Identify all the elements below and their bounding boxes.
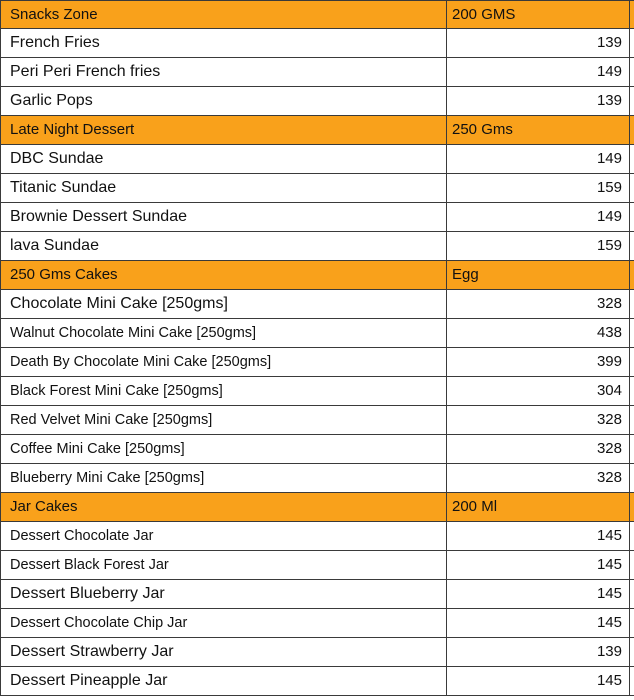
section-quantity: 250 Gms bbox=[452, 121, 513, 138]
item-price: 438 bbox=[596, 324, 622, 341]
table-row bbox=[0, 29, 634, 58]
section-quantity: 200 GMS bbox=[452, 6, 516, 23]
item-name: Chocolate Mini Cake [250gms] bbox=[0, 290, 447, 318]
section-title: 250 Gms Cakes bbox=[0, 261, 447, 289]
table-row bbox=[0, 203, 634, 232]
table-row bbox=[0, 464, 634, 493]
section-title: Late Night Dessert bbox=[0, 116, 447, 144]
item-price: 328 bbox=[596, 469, 622, 486]
item-name: French Fries bbox=[0, 29, 447, 57]
table-row bbox=[0, 406, 634, 435]
item-price: 399 bbox=[596, 353, 622, 370]
item-name: Black Forest Mini Cake [250gms] bbox=[0, 377, 447, 405]
table-row bbox=[0, 522, 634, 551]
table-row bbox=[0, 667, 634, 696]
item-price: 328 bbox=[596, 440, 622, 457]
section-header-250-gms-cakes bbox=[0, 261, 634, 290]
section-header-snacks-zone bbox=[0, 0, 634, 29]
item-price: 145 bbox=[596, 527, 622, 544]
item-price: 139 bbox=[596, 92, 622, 109]
section-header-jar-cakes bbox=[0, 493, 634, 522]
table-row bbox=[0, 435, 634, 464]
table-row bbox=[0, 174, 634, 203]
table-row bbox=[0, 551, 634, 580]
item-price: 149 bbox=[596, 208, 622, 225]
item-name: DBC Sundae bbox=[0, 145, 447, 173]
item-price: 145 bbox=[596, 556, 622, 573]
item-name: Brownie Dessert Sundae bbox=[0, 203, 447, 231]
item-price: 328 bbox=[596, 411, 622, 428]
item-name: Peri Peri French fries bbox=[0, 58, 447, 86]
item-price: 159 bbox=[596, 237, 622, 254]
table-row bbox=[0, 609, 634, 638]
item-name: Dessert Chocolate Chip Jar bbox=[0, 609, 447, 637]
table-row bbox=[0, 638, 634, 667]
table-row bbox=[0, 377, 634, 406]
table-row bbox=[0, 145, 634, 174]
table-row bbox=[0, 232, 634, 261]
item-price: 139 bbox=[596, 643, 622, 660]
table-row bbox=[0, 290, 634, 319]
item-name: Dessert Chocolate Jar bbox=[0, 522, 447, 550]
item-price: 159 bbox=[596, 179, 622, 196]
item-price: 145 bbox=[596, 672, 622, 689]
section-quantity: Egg bbox=[452, 266, 479, 283]
item-name: Red Velvet Mini Cake [250gms] bbox=[0, 406, 447, 434]
section-header-late-night-dessert bbox=[0, 116, 634, 145]
item-name: Dessert Blueberry Jar bbox=[0, 580, 447, 608]
item-price: 149 bbox=[596, 150, 622, 167]
item-name: Titanic Sundae bbox=[0, 174, 447, 202]
item-price: 145 bbox=[596, 614, 622, 631]
item-name: Dessert Pineapple Jar bbox=[0, 667, 447, 695]
item-price: 149 bbox=[596, 63, 622, 80]
item-price: 145 bbox=[596, 585, 622, 602]
section-title: Snacks Zone bbox=[0, 1, 447, 28]
item-price: 328 bbox=[596, 295, 622, 312]
table-row bbox=[0, 87, 634, 116]
table-row bbox=[0, 58, 634, 87]
table-row bbox=[0, 348, 634, 377]
item-name: Death By Chocolate Mini Cake [250gms] bbox=[0, 348, 447, 376]
item-price: 304 bbox=[596, 382, 622, 399]
section-title: Jar Cakes bbox=[0, 493, 447, 521]
item-name: Dessert Strawberry Jar bbox=[0, 638, 447, 666]
section-quantity: 200 Ml bbox=[452, 498, 498, 515]
item-name: lava Sundae bbox=[0, 232, 447, 260]
item-name: Walnut Chocolate Mini Cake [250gms] bbox=[0, 319, 447, 347]
item-name: Blueberry Mini Cake [250gms] bbox=[0, 464, 447, 492]
item-name: Coffee Mini Cake [250gms] bbox=[0, 435, 447, 463]
item-name: Dessert Black Forest Jar bbox=[0, 551, 447, 579]
table-row bbox=[0, 580, 634, 609]
item-name: Garlic Pops bbox=[0, 87, 447, 115]
table-row bbox=[0, 319, 634, 348]
item-price: 139 bbox=[596, 34, 622, 51]
